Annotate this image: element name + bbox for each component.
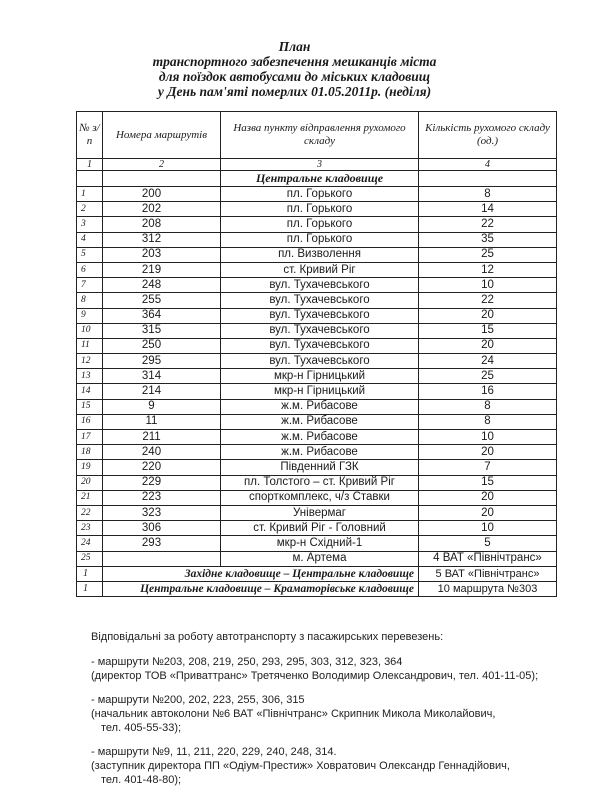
table-row [77,536,557,551]
row-number: 13 [77,369,103,384]
vehicle-count: 24 [419,354,557,369]
table-row [77,445,557,460]
header-departure-point: Назва пункту відправлення рухомого складу [221,112,419,159]
route-number: 11 [103,414,221,429]
row-number: 14 [77,384,103,399]
table-row [77,475,557,490]
row-number: 4 [77,232,103,247]
row-number: 1 [77,581,103,596]
table-row [77,460,557,475]
contact-line: (начальник автоколони №6 ВАТ «Північтранс» Скрипник Микола Миколайович, [91,708,496,720]
vehicle-count: 22 [419,293,557,308]
vehicle-count: 25 [419,247,557,262]
table-row [77,187,557,202]
row-number: 1 [77,187,103,202]
route-number: 208 [103,217,221,232]
route-number: 9 [103,399,221,414]
vehicle-count: 20 [419,490,557,505]
departure-point: ст. Кривий Ріг - Головний [221,521,419,536]
route-number: 220 [103,460,221,475]
notes-group [91,745,571,787]
title-line: у День пам'яті померлих 01.05.2011р. (неділя) [157,84,432,99]
contact-line: (заступник директора ПП «Одіум-Престиж» Ховратович Олександр Геннадійович, [91,760,510,772]
departure-point: м. Артема [221,551,419,566]
route-description: Центральне кладовище – Краматорівське кладовище [103,581,419,596]
routes-line: - маршрути №9, 11, 211, 220, 229, 240, 248, 314. [91,746,337,758]
notes-intro: Відповідальні за роботу автотранспорту з пасажирських перевезень: [91,631,444,643]
column-number: 1 [77,159,103,171]
column-number: 4 [419,159,557,171]
row-number: 24 [77,536,103,551]
row-number: 18 [77,445,103,460]
header-vehicle-count: Кількість рухомого складу (од.) [419,112,557,159]
route-number: 219 [103,262,221,277]
vehicle-count: 35 [419,232,557,247]
table-row [77,414,557,429]
contact-line: (директор ТОВ «Приваттранс» Третяченко Володимир Олександрович, тел. 401-11-05); [91,670,539,682]
table-row [77,399,557,414]
vehicle-count: 25 [419,369,557,384]
vehicle-count: 10 [419,430,557,445]
vehicle-count: 14 [419,202,557,217]
row-number: 15 [77,399,103,414]
row-number: 22 [77,505,103,520]
column-number: 3 [221,159,419,171]
departure-point: пл. Толстого – ст. Кривий Ріг [221,475,419,490]
route-between-cemeteries-row [77,566,557,581]
routes-line: - маршрути №200, 202, 223, 255, 306, 315 [91,694,305,706]
departure-point: ст. Кривий Ріг [221,262,419,277]
departure-point: Універмаг [221,505,419,520]
departure-point: ж.м. Рибасове [221,399,419,414]
column-number: 2 [103,159,221,171]
row-number: 2 [77,202,103,217]
row-number: 11 [77,338,103,353]
route-number: 312 [103,232,221,247]
route-number: 364 [103,308,221,323]
section-empty-cell [419,171,557,187]
title-line: План [278,39,311,54]
routes-line: - маршрути №203, 208, 219, 250, 293, 295, 303, 312, 323, 364 [91,656,403,668]
section-empty-cell [103,171,221,187]
departure-point: мкр-н Гірницький [221,384,419,399]
section-row [77,171,557,187]
vehicle-count: 4 ВАТ «Північтранс» [419,551,557,566]
departure-point: мкр-н Гірницький [221,369,419,384]
vehicle-count: 20 [419,505,557,520]
departure-point: вул. Тухачевського [221,338,419,353]
departure-point: пл. Горького [221,217,419,232]
departure-point: пл. Визволення [221,247,419,262]
table-row [77,369,557,384]
title-line: транспортного забезпечення мешканців міста [152,54,437,69]
route-number: 250 [103,338,221,353]
vehicle-count: 12 [419,262,557,277]
table-row [77,262,557,277]
vehicle-count: 7 [419,460,557,475]
row-number: 23 [77,521,103,536]
row-number: 8 [77,293,103,308]
vehicle-count: 22 [419,217,557,232]
responsible-notes [91,630,571,797]
row-number: 3 [77,217,103,232]
departure-point: вул. Тухачевського [221,293,419,308]
table-header-row [77,112,557,159]
route-number: 314 [103,369,221,384]
route-number: 295 [103,354,221,369]
route-number: 240 [103,445,221,460]
table-row [77,308,557,323]
table-row [77,384,557,399]
row-number: 19 [77,460,103,475]
notes-group [91,655,571,683]
row-number: 12 [77,354,103,369]
row-number: 25 [77,551,103,566]
departure-point: вул. Тухачевського [221,323,419,338]
departure-point: Південний ГЗК [221,460,419,475]
header-route-numbers: Номера маршрутів [103,112,221,159]
table-row [77,505,557,520]
table-row [77,217,557,232]
departure-point: пл. Горького [221,187,419,202]
row-number: 9 [77,308,103,323]
row-number: 20 [77,475,103,490]
departure-point: вул. Тухачевського [221,354,419,369]
departure-point: ж.м. Рибасове [221,414,419,429]
route-number [103,551,221,566]
contact-line: тел. 405-55-33); [101,722,182,734]
table-row [77,490,557,505]
column-numbers-row [77,159,557,171]
route-description: Західне кладовище – Центральне кладовище [103,566,419,581]
departure-point: ж.м. Рибасове [221,445,419,460]
table-row [77,202,557,217]
route-number: 293 [103,536,221,551]
route-between-cemeteries-row [77,581,557,596]
row-number: 6 [77,262,103,277]
vehicle-count: 8 [419,187,557,202]
vehicle-count: 8 [419,399,557,414]
route-number: 202 [103,202,221,217]
header-number: № з/ п [77,112,103,159]
departure-point: вул. Тухачевського [221,278,419,293]
vehicle-count: 10 [419,521,557,536]
departure-point: ж.м. Рибасове [221,430,419,445]
table-row [77,247,557,262]
row-number: 7 [77,278,103,293]
table-row [77,232,557,247]
table-row [77,278,557,293]
departure-point: пл. Горького [221,232,419,247]
row-number: 16 [77,414,103,429]
table-row [77,323,557,338]
vehicle-count: 20 [419,338,557,353]
table-row [77,551,557,566]
vehicle-count: 10 маршрута №303 [419,581,557,596]
row-number: 21 [77,490,103,505]
route-number: 214 [103,384,221,399]
vehicle-count: 16 [419,384,557,399]
vehicle-count: 20 [419,445,557,460]
row-number: 1 [77,566,103,581]
table-row [77,354,557,369]
row-number: 5 [77,247,103,262]
vehicle-count: 5 [419,536,557,551]
contact-line: тел. 401-48-80); [101,774,182,786]
table-row [77,430,557,445]
route-number: 323 [103,505,221,520]
route-number: 211 [103,430,221,445]
notes-group [91,693,571,735]
route-number: 223 [103,490,221,505]
vehicle-count: 5 ВАТ «Північтранс» [419,566,557,581]
departure-point: мкр-н Східний-1 [221,536,419,551]
table-row [77,338,557,353]
document-title [0,39,589,99]
vehicle-count: 8 [419,414,557,429]
vehicle-count: 15 [419,475,557,490]
section-empty-cell [77,171,103,187]
vehicle-count: 10 [419,278,557,293]
route-number: 306 [103,521,221,536]
route-number: 255 [103,293,221,308]
row-number: 17 [77,430,103,445]
route-number: 315 [103,323,221,338]
title-line: для поїздок автобусами до міських кладовищ [158,69,431,84]
route-number: 229 [103,475,221,490]
vehicle-count: 15 [419,323,557,338]
row-number: 10 [77,323,103,338]
route-number: 200 [103,187,221,202]
table-row [77,293,557,308]
departure-point: спорткомплекс, ч/з Ставки [221,490,419,505]
departure-point: вул. Тухачевського [221,308,419,323]
table-row [77,521,557,536]
transport-plan-table [76,111,557,597]
route-number: 248 [103,278,221,293]
section-title: Центральне кладовище [221,171,419,187]
vehicle-count: 20 [419,308,557,323]
route-number: 203 [103,247,221,262]
departure-point: пл. Горького [221,202,419,217]
